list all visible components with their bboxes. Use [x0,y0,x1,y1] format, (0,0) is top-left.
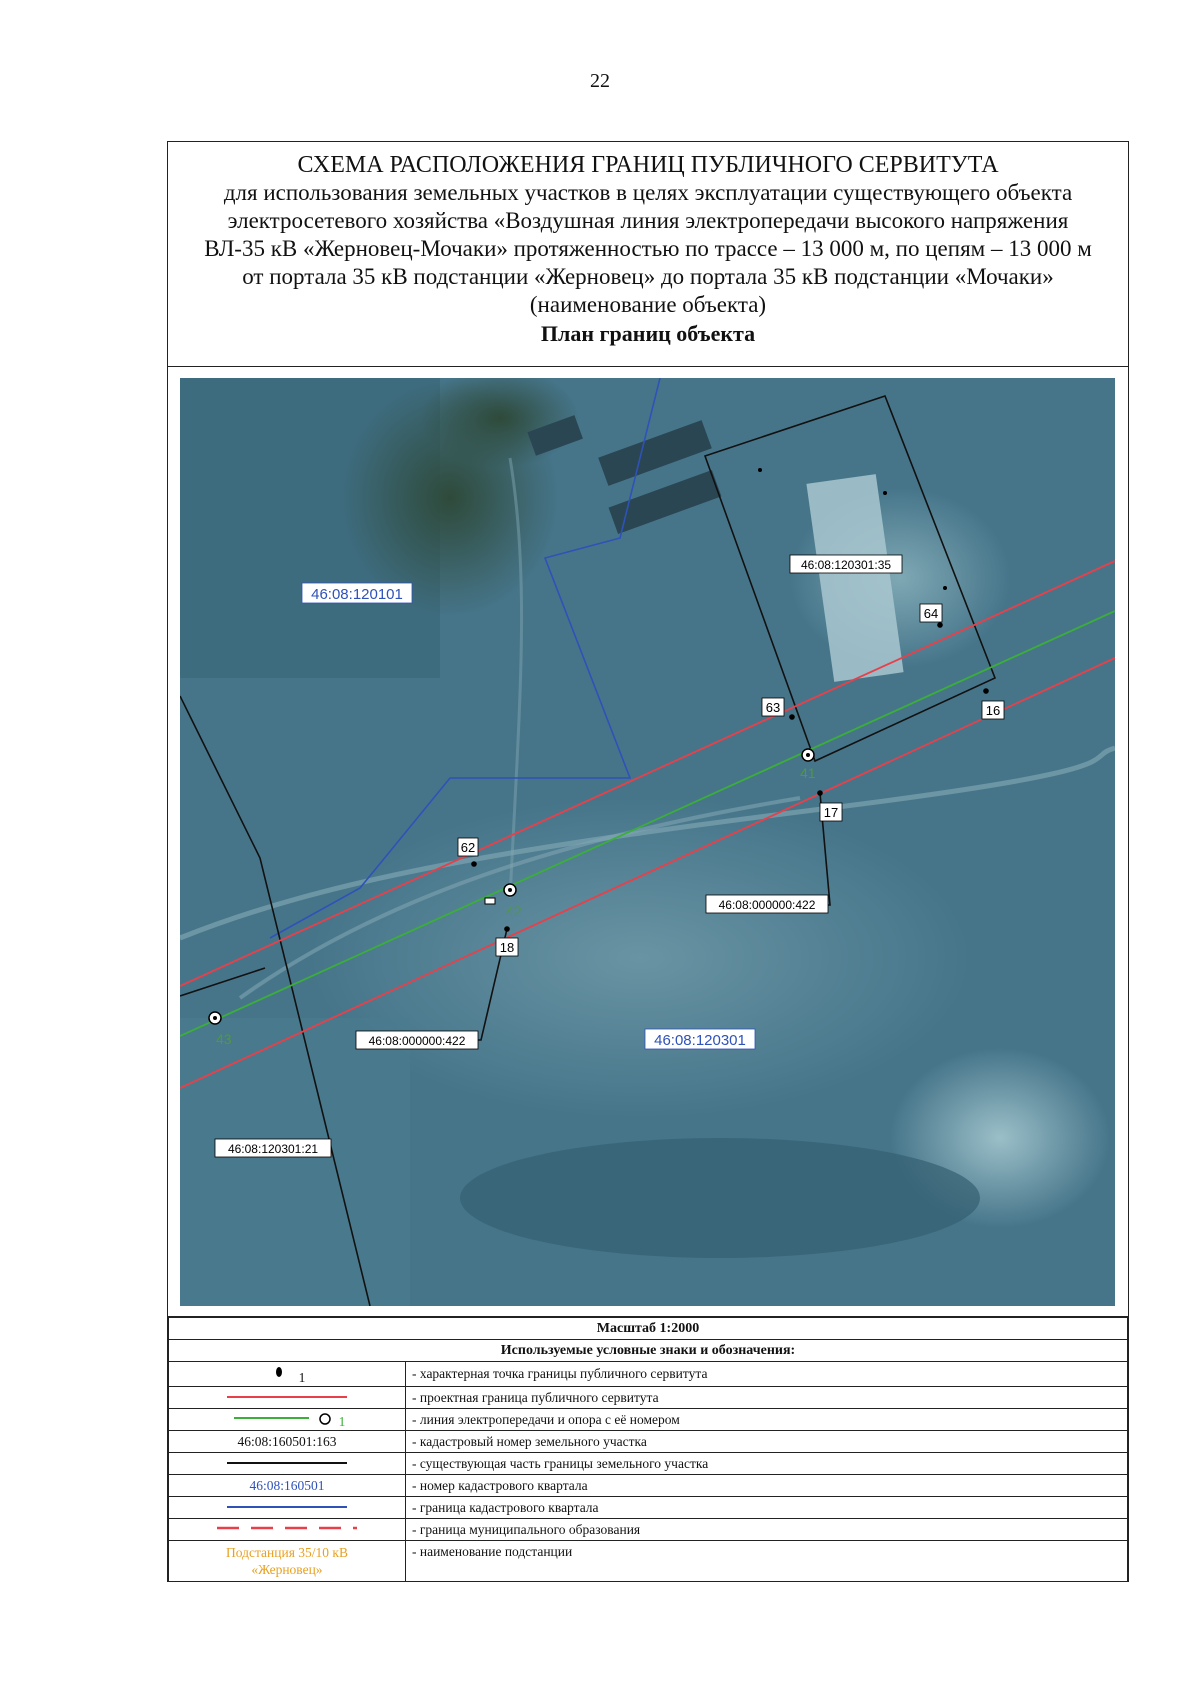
legend-table [168,1317,1128,1582]
svg-text:16: 16 [985,703,1001,718]
page-number: 22 [590,70,610,92]
legend-pole-number: 1 [338,1413,346,1429]
legend-symbol-powerline [169,1409,406,1431]
servitude-line-symbol [222,1392,352,1402]
label-parcel-120301-21 [215,1139,331,1157]
boundary-point-64 [937,622,943,628]
legend-symbol-substation [169,1541,406,1582]
legend-row-point [169,1362,1128,1387]
label-point-18 [496,938,518,956]
legend-desc-quarter-boundary: - граница кадастрового квартала [406,1497,1128,1519]
svg-text:64: 64 [923,606,939,621]
legend-desc-parcel-boundary: - существующая часть границы земельного участка [406,1453,1128,1475]
svg-text:46:08:120301: 46:08:120301 [654,1032,746,1049]
dark-field-s [460,1138,980,1258]
svg-text:46:08:120301:21: 46:08:120301:21 [227,1142,319,1156]
svg-text:62: 62 [460,840,476,855]
pole-number-43: 43 [216,1031,232,1047]
title-line-5: от портала 35 кВ подстанции «Жерновец» до портала 35 кВ подстанции «Мочаки» [242,264,1054,289]
title-line-4: ВЛ-35 кВ «Жерновец-Мочаки» протяженностью по трассе – 13 000 м, по цепям – 13 000 м [204,236,1092,261]
pole-number-42: 42 [506,903,522,919]
boundary-point-17 [817,790,823,796]
label-point-16 [982,701,1004,719]
legend-row-municipal [169,1519,1128,1541]
legend-symbol-municipal [169,1519,406,1541]
feature-dot-3 [943,586,947,590]
svg-text:46:08:120101: 46:08:120101 [311,586,403,603]
legend-row-powerline [169,1409,1128,1431]
svg-text:63: 63 [765,700,781,715]
pole-42 [504,884,516,896]
label-point-64 [920,604,942,622]
legend [168,1316,1128,1582]
title-line-3: электросетевого хозяйства «Воздушная линия электропередачи высокого напряжения [227,208,1069,233]
legend-symbol-parcel-number: 46:08:160501:163 [169,1431,406,1453]
power-line-symbol [229,1410,339,1426]
feature-dot-2 [883,491,887,495]
legend-row-quarter-number [169,1475,1128,1497]
legend-symbol-parcel-boundary [169,1453,406,1475]
legend-header-row [169,1340,1128,1362]
legend-desc-point: - характерная точка границы публичного сервитута [406,1362,1128,1387]
legend-desc-quarter-number: - номер кадастрового квартала [406,1475,1128,1497]
boundary-point-16 [983,688,989,694]
pole-number-41: 41 [800,765,816,781]
satellite-map[interactable] [180,378,1115,1306]
substation-label-line1: Подстанция 35/10 кВ [226,1545,348,1560]
legend-point-number: 1 [298,1370,306,1385]
quarter-line-symbol [222,1502,352,1512]
municipal-line-symbol [212,1522,362,1534]
legend-desc-servitude: - проектная граница публичного сервитута [406,1387,1128,1409]
feature-dot-1 [758,468,762,472]
map-svg [180,378,1115,1306]
substation-label-line2: «Жерновец» [251,1562,323,1577]
label-parcel-422-west [356,1031,478,1049]
legend-symbol-servitude [169,1387,406,1409]
legend-symbol-point [169,1362,406,1387]
svg-text:18: 18 [499,940,515,955]
label-quarter-120101 [302,583,412,603]
label-point-62 [458,838,478,856]
title-line-7: План границ объекта [540,321,756,346]
field-sw [180,1018,410,1306]
legend-desc-parcel-number: - кадастровый номер земельного участка [406,1431,1128,1453]
title-block [168,142,1128,367]
boundary-point-18 [504,926,510,932]
legend-scale-row [169,1318,1128,1340]
title-line-2: для использования земельных участков в целях эксплуатации существующего объекта [223,180,1073,205]
boundary-point-62 [471,861,477,867]
legend-header: Используемые условные знаки и обозначения: [169,1340,1128,1362]
pole-41 [802,749,814,761]
label-point-63 [762,698,784,716]
label-point-17 [820,803,842,821]
legend-scale: Масштаб 1:2000 [169,1318,1128,1340]
legend-row-parcel-number [169,1431,1128,1453]
legend-row-parcel-boundary [169,1453,1128,1475]
svg-text:46:08:000000:422: 46:08:000000:422 [718,898,816,912]
boundary-point-symbol [269,1362,299,1382]
svg-text:46:08:000000:422: 46:08:000000:422 [368,1034,466,1048]
pole-42-marker [485,898,495,904]
document-frame [167,141,1129,1582]
legend-row-substation [169,1541,1128,1582]
legend-symbol-quarter-boundary [169,1497,406,1519]
title-line-1: СХЕМА РАСПОЛОЖЕНИЯ ГРАНИЦ ПУБЛИЧНОГО СЕРВИТУТА [297,152,999,178]
svg-text:17: 17 [823,805,839,820]
boundary-point-63 [789,714,795,720]
legend-desc-municipal: - граница муниципального образования [406,1519,1128,1541]
label-parcel-422-east [706,895,828,913]
legend-desc-powerline: - линия электропередачи и опора с её номером [406,1409,1128,1431]
legend-desc-substation: - наименование подстанции [406,1541,1128,1582]
legend-row-servitude [169,1387,1128,1409]
legend-row-quarter-boundary [169,1497,1128,1519]
label-quarter-120301 [645,1029,755,1049]
title-line-6: (наименование объекта) [529,292,767,317]
svg-text:46:08:120301:35: 46:08:120301:35 [800,558,892,572]
pole-43 [209,1012,221,1024]
legend-symbol-quarter-number: 46:08:160501 [169,1475,406,1497]
parcel-line-symbol [222,1458,352,1468]
label-parcel-120301-35 [790,555,902,573]
